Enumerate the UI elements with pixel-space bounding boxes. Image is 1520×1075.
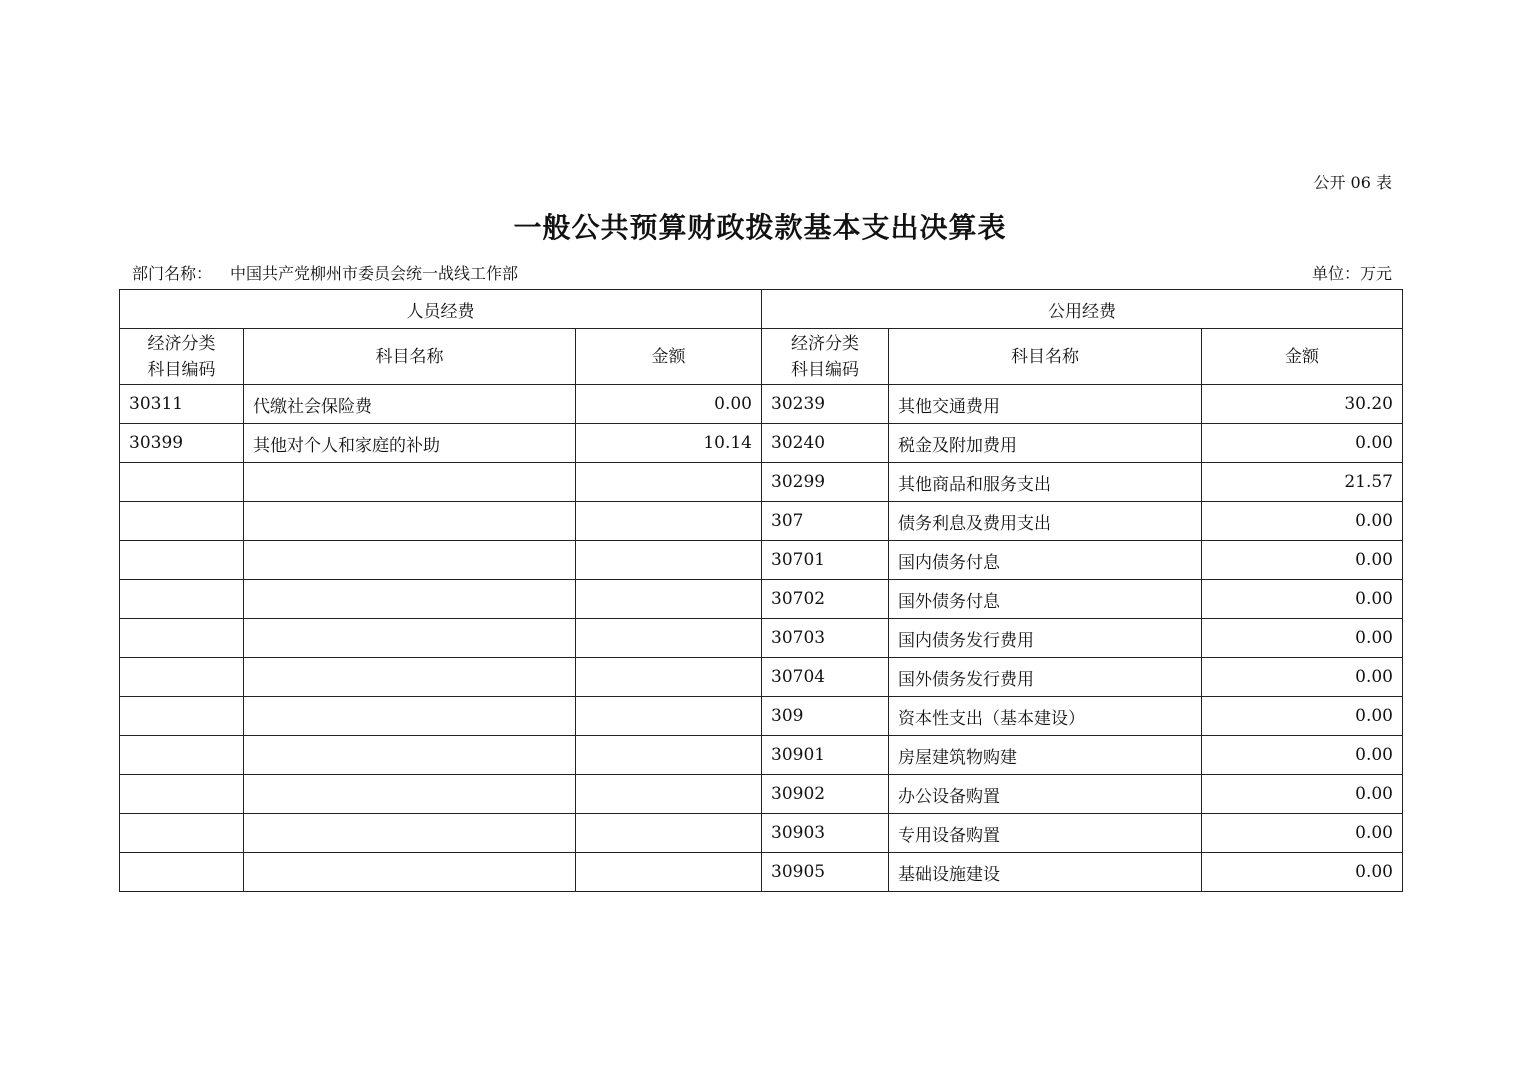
right-amount-cell: 21.57 bbox=[1202, 463, 1403, 502]
right-code-cell: 30702 bbox=[762, 580, 889, 619]
left-amount-cell bbox=[576, 502, 762, 541]
left-amount-cell bbox=[576, 853, 762, 892]
right-code-cell: 30905 bbox=[762, 853, 889, 892]
right-name-cell: 办公设备购置 bbox=[889, 775, 1202, 814]
right-amount-cell: 0.00 bbox=[1202, 814, 1403, 853]
left-name-cell bbox=[244, 853, 576, 892]
right-name-cell: 国外债务付息 bbox=[889, 580, 1202, 619]
header-code-line2: 科目编码 bbox=[147, 359, 216, 380]
left-code-cell bbox=[120, 463, 244, 502]
group-header-personnel: 人员经费 bbox=[120, 290, 762, 329]
right-amount-cell: 0.00 bbox=[1202, 580, 1403, 619]
table-row bbox=[120, 580, 1403, 619]
header-amount-left: 金额 bbox=[576, 329, 762, 385]
header-code-line1: 经济分类 bbox=[791, 333, 859, 354]
table-row bbox=[120, 541, 1403, 580]
right-name-cell: 专用设备购置 bbox=[889, 814, 1202, 853]
left-amount-cell bbox=[576, 658, 762, 697]
unit-label: 单位：万元 bbox=[1311, 264, 1392, 283]
department-label: 部门名称： bbox=[132, 264, 213, 283]
left-amount-cell bbox=[576, 580, 762, 619]
right-code-cell: 30704 bbox=[762, 658, 889, 697]
expenditure-table bbox=[119, 289, 1403, 892]
left-name-cell bbox=[244, 619, 576, 658]
header-name-right: 科目名称 bbox=[889, 329, 1202, 385]
column-header-row bbox=[120, 329, 1403, 385]
right-code-cell: 30901 bbox=[762, 736, 889, 775]
right-name-cell: 房屋建筑物购建 bbox=[889, 736, 1202, 775]
left-code-cell bbox=[120, 658, 244, 697]
right-code-cell: 30703 bbox=[762, 619, 889, 658]
page-title: 一般公共预算财政拨款基本支出决算表 bbox=[513, 211, 1007, 244]
right-amount-cell: 0.00 bbox=[1202, 697, 1403, 736]
left-code-cell bbox=[120, 541, 244, 580]
left-code-cell: 30399 bbox=[120, 424, 244, 463]
right-amount-cell: 0.00 bbox=[1202, 619, 1403, 658]
table-row bbox=[120, 424, 1403, 463]
left-name-cell bbox=[244, 697, 576, 736]
department-name: 中国共产党柳州市委员会统一战线工作部 bbox=[230, 264, 519, 283]
right-code-cell: 309 bbox=[762, 697, 889, 736]
right-amount-cell: 0.00 bbox=[1202, 775, 1403, 814]
table-row bbox=[120, 502, 1403, 541]
right-name-cell: 国内债务付息 bbox=[889, 541, 1202, 580]
right-name-cell: 基础设施建设 bbox=[889, 853, 1202, 892]
right-name-cell: 国外债务发行费用 bbox=[889, 658, 1202, 697]
header-code-right bbox=[762, 329, 889, 385]
left-name-cell bbox=[244, 541, 576, 580]
right-code-cell: 307 bbox=[762, 502, 889, 541]
right-code-cell: 30240 bbox=[762, 424, 889, 463]
right-name-cell: 债务利息及费用支出 bbox=[889, 502, 1202, 541]
table-row bbox=[120, 619, 1403, 658]
left-name-cell: 其他对个人和家庭的补助 bbox=[244, 424, 576, 463]
left-code-cell bbox=[120, 619, 244, 658]
left-code-cell bbox=[120, 736, 244, 775]
right-amount-cell: 0.00 bbox=[1202, 424, 1403, 463]
header-code-line2: 科目编码 bbox=[791, 359, 859, 380]
table-row bbox=[120, 697, 1403, 736]
right-code-cell: 30701 bbox=[762, 541, 889, 580]
left-name-cell: 代缴社会保险费 bbox=[244, 385, 576, 424]
left-name-cell bbox=[244, 814, 576, 853]
group-header-row bbox=[120, 290, 1403, 329]
header-amount-right: 金额 bbox=[1202, 329, 1403, 385]
table-row bbox=[120, 658, 1403, 697]
left-name-cell bbox=[244, 736, 576, 775]
left-amount-cell bbox=[576, 775, 762, 814]
left-name-cell bbox=[244, 580, 576, 619]
header-code-line1: 经济分类 bbox=[147, 333, 216, 354]
table-row bbox=[120, 814, 1403, 853]
right-name-cell: 国内债务发行费用 bbox=[889, 619, 1202, 658]
header-code-left bbox=[120, 329, 244, 385]
right-code-cell: 30299 bbox=[762, 463, 889, 502]
left-code-cell bbox=[120, 814, 244, 853]
table-row bbox=[120, 385, 1403, 424]
table-row bbox=[120, 463, 1403, 502]
table-row bbox=[120, 853, 1403, 892]
left-amount-cell bbox=[576, 541, 762, 580]
left-amount-cell bbox=[576, 736, 762, 775]
left-amount-cell bbox=[576, 814, 762, 853]
table-row bbox=[120, 736, 1403, 775]
left-code-cell bbox=[120, 580, 244, 619]
right-code-cell: 30902 bbox=[762, 775, 889, 814]
left-name-cell bbox=[244, 775, 576, 814]
left-amount-cell: 10.14 bbox=[576, 424, 762, 463]
left-code-cell bbox=[120, 697, 244, 736]
group-header-public: 公用经费 bbox=[762, 290, 1403, 329]
right-name-cell: 其他交通费用 bbox=[889, 385, 1202, 424]
left-amount-cell: 0.00 bbox=[576, 385, 762, 424]
right-name-cell: 税金及附加费用 bbox=[889, 424, 1202, 463]
left-name-cell bbox=[244, 502, 576, 541]
left-name-cell bbox=[244, 463, 576, 502]
right-amount-cell: 30.20 bbox=[1202, 385, 1403, 424]
right-amount-cell: 0.00 bbox=[1202, 541, 1403, 580]
right-name-cell: 其他商品和服务支出 bbox=[889, 463, 1202, 502]
form-number: 公开 06 表 bbox=[1313, 173, 1392, 192]
left-code-cell bbox=[120, 502, 244, 541]
right-amount-cell: 0.00 bbox=[1202, 502, 1403, 541]
left-amount-cell bbox=[576, 463, 762, 502]
left-code-cell bbox=[120, 775, 244, 814]
header-name-left: 科目名称 bbox=[244, 329, 576, 385]
left-amount-cell bbox=[576, 697, 762, 736]
table-row bbox=[120, 775, 1403, 814]
left-code-cell: 30311 bbox=[120, 385, 244, 424]
left-name-cell bbox=[244, 658, 576, 697]
right-code-cell: 30903 bbox=[762, 814, 889, 853]
right-amount-cell: 0.00 bbox=[1202, 658, 1403, 697]
right-amount-cell: 0.00 bbox=[1202, 853, 1403, 892]
left-code-cell bbox=[120, 853, 244, 892]
right-name-cell: 资本性支出（基本建设） bbox=[889, 697, 1202, 736]
right-code-cell: 30239 bbox=[762, 385, 889, 424]
left-amount-cell bbox=[576, 619, 762, 658]
right-amount-cell: 0.00 bbox=[1202, 736, 1403, 775]
